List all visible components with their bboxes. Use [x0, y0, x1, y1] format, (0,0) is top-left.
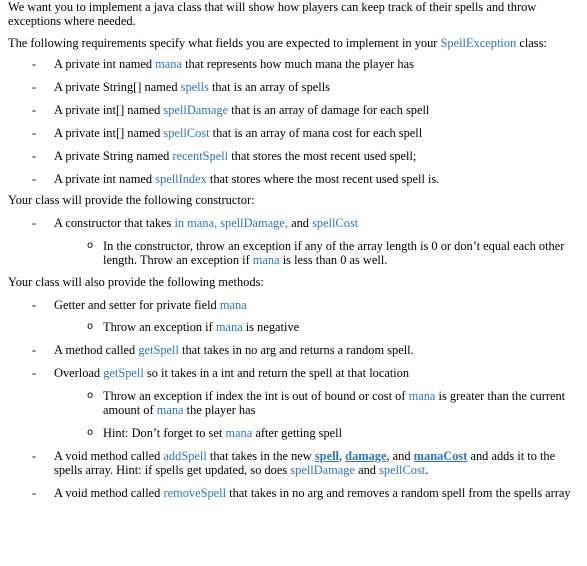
text-segment: Your class will provide the following constructor: [8, 193, 255, 207]
text-segment: that is an array of spells [208, 80, 330, 94]
method-item [8, 486, 584, 500]
identifier-text: spellDamage [163, 103, 229, 117]
document-body [8, 0, 584, 500]
methods-intro [8, 275, 584, 289]
dash-bullet: - [32, 343, 37, 357]
text-segment: Throw an exception if [103, 320, 216, 334]
dash-bullet: - [32, 172, 37, 186]
text-segment: Overload [54, 366, 104, 380]
text-segment: Getter and setter for private field [54, 298, 220, 312]
text-segment: that takes in the new [206, 449, 315, 463]
method-sub-item [8, 389, 584, 417]
text-segment: and adds it to the spells array. Hint: if spells get updated, so does [54, 449, 556, 477]
field-item [8, 57, 584, 71]
intro-paragraph [8, 0, 584, 28]
identifier-text: addSpell [163, 449, 207, 463]
dash-bullet: - [32, 57, 37, 71]
field-item [8, 172, 584, 186]
identifier-text: getSpell [138, 343, 179, 357]
identifier-text: damage [345, 449, 387, 463]
field-item [8, 103, 584, 117]
text-segment: so it takes in a int and return the spell at that location [143, 366, 410, 380]
text-segment: A private int named [54, 172, 156, 186]
text-segment: class: [516, 36, 547, 50]
dash-bullet: - [32, 103, 37, 117]
text-segment: A private int[] named [54, 103, 164, 117]
method-item [8, 449, 584, 477]
text-segment: after getting spell [252, 426, 343, 440]
constructor-intro [8, 193, 584, 207]
method-item [8, 298, 584, 312]
text-segment: A constructor that takes [54, 216, 175, 230]
identifier-text: in mana, spellDamage, [174, 216, 288, 230]
dash-bullet: - [32, 298, 37, 312]
text-segment: that takes in no arg and returns a random spell. [178, 343, 414, 357]
identifier-text: mana [215, 320, 243, 334]
text-segment: that represents how much mana the player has [182, 57, 414, 71]
text-segment: that stores where the most recent used spell is. [206, 172, 440, 186]
identifier-text: SpellException [440, 36, 517, 50]
identifier-text: spells [180, 80, 209, 94]
text-segment: is less than 0 as well. [279, 253, 388, 267]
requirements-intro [8, 36, 584, 50]
text-segment: that is an array of mana cost for each spell [209, 126, 423, 140]
text-segment: The following requirements specify what fields you are expected to implement in your [8, 36, 441, 50]
text-segment: We want you to implement a java class that will show how players can keep track of their spells and throw exceptions where needed. [8, 0, 537, 28]
constructor-item [8, 216, 584, 230]
identifier-text: mana [225, 426, 253, 440]
text-segment: Your class will also provide the following methods: [8, 275, 264, 289]
dash-bullet: - [32, 80, 37, 94]
text-segment: A void method called [54, 449, 164, 463]
identifier-text: recentSpell [172, 149, 229, 163]
text-segment: A private int[] named [54, 126, 164, 140]
text-segment: A private String named [54, 149, 173, 163]
identifier-text: mana [155, 57, 183, 71]
identifier-text: spellCost [163, 126, 210, 140]
identifier-text: removeSpell [163, 486, 227, 500]
dash-bullet: - [32, 149, 37, 163]
constructor-sub-item [8, 239, 584, 267]
identifier-text: mana [219, 298, 247, 312]
text-segment: that is an array of damage for each spell [228, 103, 430, 117]
identifier-text: spellCost [379, 463, 426, 477]
text-segment: , [338, 449, 346, 463]
identifier-text: spell [314, 449, 339, 463]
text-segment: is greater than the current amount of [103, 389, 566, 417]
text-segment: and [287, 216, 313, 230]
circle-bullet: o [87, 321, 94, 332]
identifier-text: spellDamage [290, 463, 355, 477]
method-item [8, 343, 584, 357]
text-segment: Hint: Don’t forget to set [103, 426, 226, 440]
text-segment: and [354, 463, 380, 477]
identifier-text: mana [408, 389, 436, 403]
text-segment: the player has [183, 403, 256, 417]
method-sub-item [8, 320, 584, 334]
text-segment: A private String[] named [54, 80, 181, 94]
method-sub-item [8, 426, 584, 440]
identifier-text: spellIndex [155, 172, 207, 186]
dash-bullet: - [32, 126, 37, 140]
text-segment: is negative [242, 320, 300, 334]
text-segment: that takes in no arg and removes a random spell from the spells array [226, 486, 571, 500]
dash-bullet: - [32, 216, 37, 230]
field-item [8, 80, 584, 94]
identifier-text: mana [252, 253, 280, 267]
text-segment: that stores the most recent used spell; [228, 149, 417, 163]
dash-bullet: - [32, 449, 37, 463]
text-segment: A private int named [54, 57, 156, 71]
text-segment: In the constructor, throw an exception if any of the array length is 0 or don’t equal each other length. Throw an exception if [103, 239, 565, 267]
identifier-text: manaCost [413, 449, 468, 463]
dash-bullet: - [32, 486, 37, 500]
identifier-text: getSpell [103, 366, 144, 380]
text-segment: A void method called [54, 486, 164, 500]
field-item [8, 149, 584, 163]
text-segment: . [425, 463, 429, 477]
circle-bullet: o [87, 240, 94, 251]
text-segment: A method called [54, 343, 139, 357]
identifier-text: spellCost [312, 216, 359, 230]
text-segment: , and [386, 449, 414, 463]
identifier-text: mana [156, 403, 184, 417]
text-segment: Throw an exception if index the int is out of bound or cost of [103, 389, 409, 403]
dash-bullet: - [32, 366, 37, 380]
circle-bullet: o [87, 390, 94, 401]
circle-bullet: o [87, 427, 94, 438]
fields-list [8, 57, 584, 186]
method-item [8, 366, 584, 380]
field-item [8, 126, 584, 140]
